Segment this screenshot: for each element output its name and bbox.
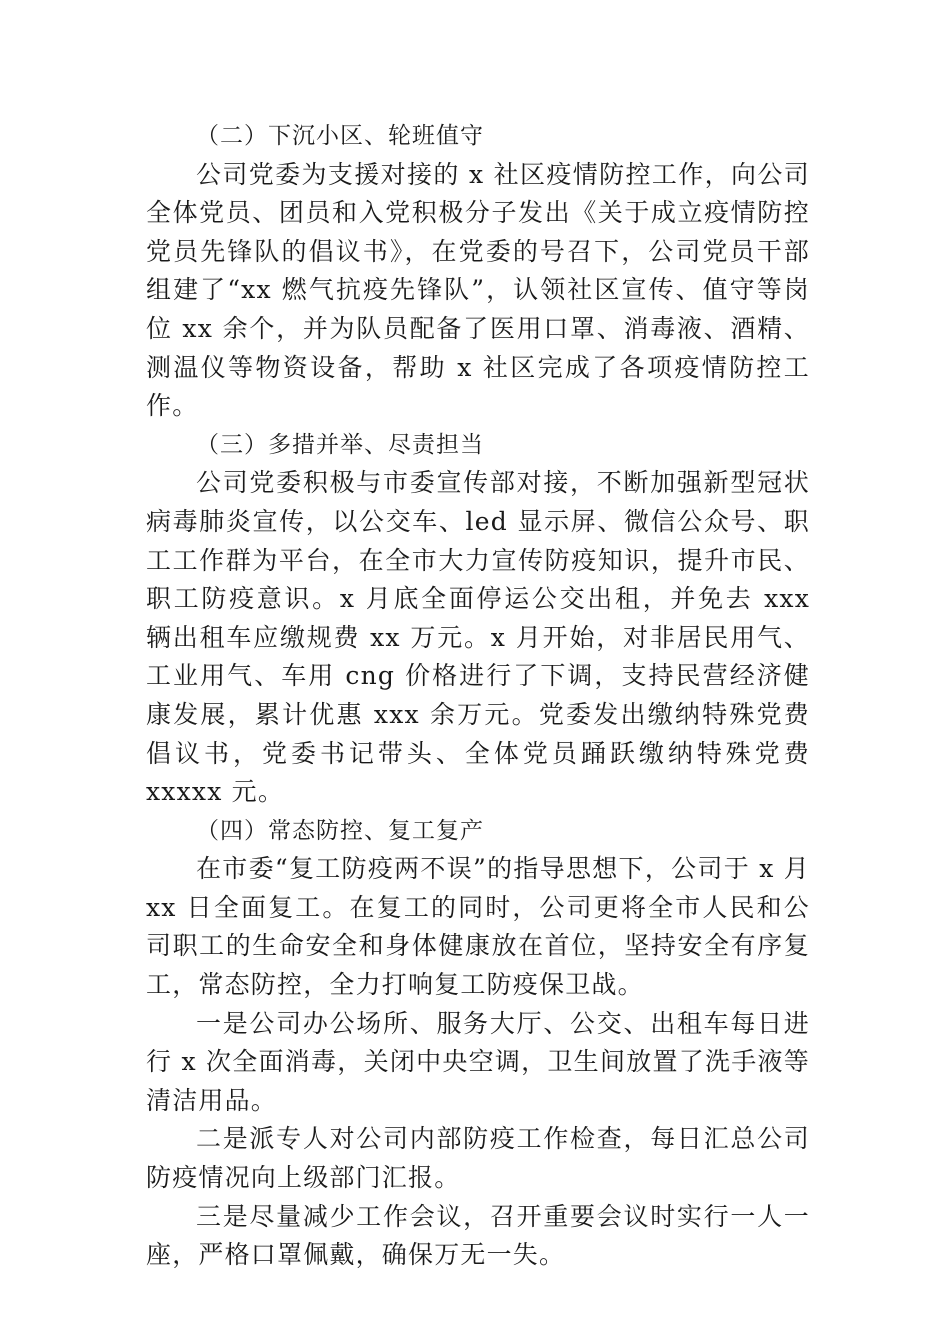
body-paragraph: 公司党委积极与市委宣传部对接，不断加强新型冠状病毒肺炎宣传，以公交车、led 显示屏、微信公众号、职工工作群为平台，在全市大力宣传防疫知识，提升市民、职工防疫意识。x 月底全面停运公交出租，并免去 xxx 辆出租车应缴规费 xx 万元。x 月开始，对非居民用气、工业用气、车用 cng 价格进行了下调，支持民营经济健康发展，累计优惠 xxx 余万元。党委发出缴纳特殊党费倡议书，党委书记带头、全体党员踊跃缴纳特殊党费 xxxxx 元。 <box>146 468 810 807</box>
body-paragraph: 三是尽量减少工作会议，召开重要会议时实行一人一座，严格口罩佩戴，确保万无一失。 <box>146 1201 810 1270</box>
body-paragraph: 公司党委为支援对接的 x 社区疫情防控工作，向公司全体党员、团员和入党积极分子发出《关于成立疫情防控党员先锋队的倡议书》，在党委的号召下，公司党员干部组建了“xx 燃气抗疫先锋队”，认领社区宣传、值守等岗位 xx 余个，并为队员配备了医用口罩、消毒液、酒精、测温仪等物资设备，帮助 x 社区完成了各项疫情防控工作。 <box>146 159 810 421</box>
document-body <box>146 117 810 1275</box>
body-paragraph: 一是公司办公场所、服务大厅、公交、出租车每日进行 x 次全面消毒，关闭中央空调，卫生间放置了洗手液等清洁用品。 <box>146 1008 810 1115</box>
body-paragraph: 在市委“复工防疫两不误”的指导思想下，公司于 x 月 xx 日全面复工。在复工的同时，公司更将全市人民和公司职工的生命安全和身体健康放在首位，坚持安全有序复工，常态防控，全力打响复工防疫保卫战。 <box>146 854 810 1000</box>
section-heading-2: （二）下沉小区、轮班值守 <box>196 123 484 149</box>
section-heading-3: （三）多措并举、尽责担当 <box>196 431 484 458</box>
section-heading-4: （四）常态防控、复工复产 <box>196 817 484 844</box>
body-paragraph: 二是派专人对公司内部防疫工作检查，每日汇总公司防疫情况向上级部门汇报。 <box>146 1124 810 1193</box>
